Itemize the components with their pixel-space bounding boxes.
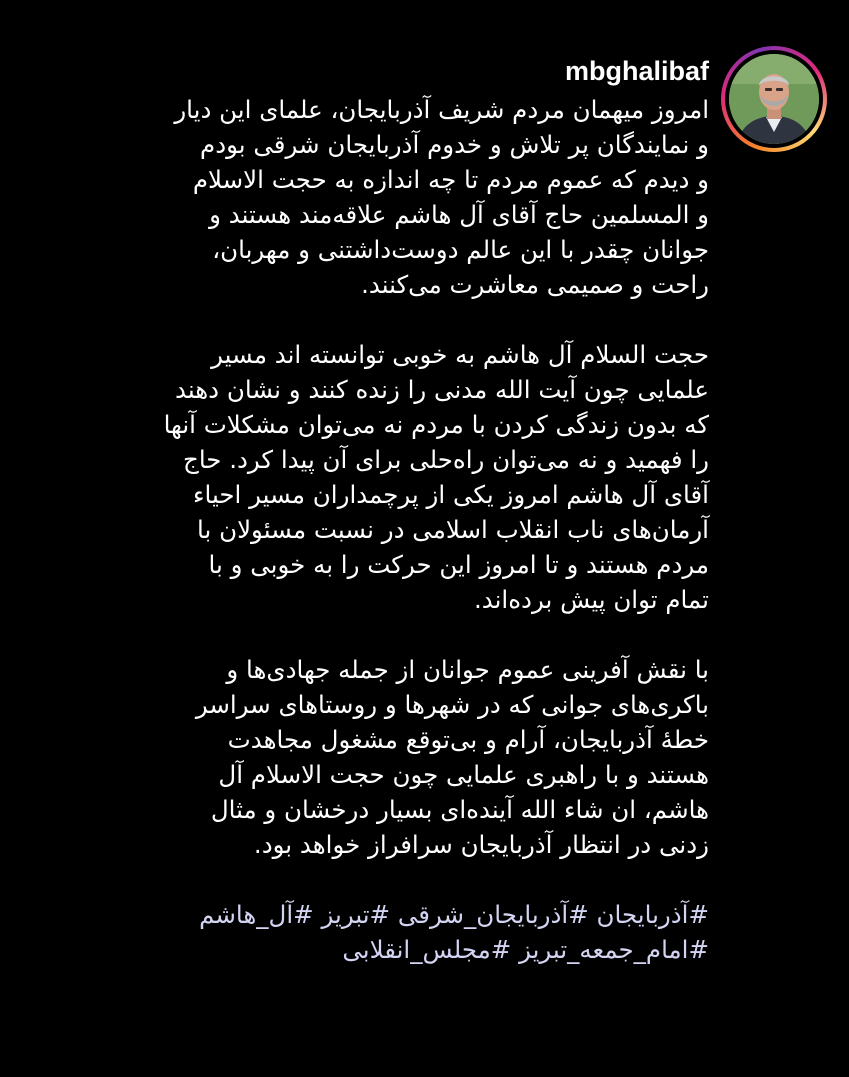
avatar[interactable]: [729, 54, 819, 144]
caption-line: آقای آل هاشم امروز یکی از پرچمداران مسیر احیاء: [193, 480, 709, 509]
caption-line: زدنی در انتظار آذربایجان سرافراز خواهد بود.: [253, 830, 709, 859]
caption-paragraph: [29, 652, 709, 862]
profile-photo-icon: [729, 54, 819, 144]
hashtag-block: [29, 897, 709, 967]
caption-line: باکری‌های جوانی که در شهرها و روستاهای سراسر: [195, 690, 709, 719]
caption-line: مردم هستند و تا امروز این حرکت را به خوبی و با: [208, 550, 709, 579]
caption-line: امروز میهمان مردم شریف آذربایجان، علمای این دیار: [174, 95, 709, 124]
caption-text: [29, 92, 709, 967]
hashtag-line[interactable]: #آذربایجان #آذربایجان_شرقی #تبریز #آل_هاشم: [199, 900, 709, 929]
caption-line: را فهمید و نه می‌توان راه‌حلی برای آن پیدا کرد. حاج: [183, 445, 709, 474]
caption-line: آرمان‌های ناب انقلاب اسلامی در نسبت مسئولان با: [197, 515, 709, 544]
caption-line: راحت و صمیمی معاشرت می‌کنند.: [361, 270, 709, 299]
caption-line: علمایی چون آیت الله مدنی را زنده کنند و نشان دهند: [174, 375, 709, 404]
avatar-frame: [725, 50, 823, 148]
caption-paragraph: [29, 92, 709, 302]
username[interactable]: mbghalibaf: [564, 56, 709, 86]
caption-line: هاشم، ان شاء الله آینده‌ای بسیار درخشان و مثال: [210, 795, 709, 824]
caption-line: که بدون زندگی کردن با مردم نه می‌توان مشکلات آنها: [163, 410, 709, 439]
caption-line: و دیدم که عموم مردم تا چه اندازه به حجت الاسلام: [192, 165, 709, 194]
caption-line: حجت السلام آل هاشم به خوبی توانسته اند مسیر: [211, 340, 709, 369]
caption-line: تمام توان پیش برده‌اند.: [473, 585, 709, 614]
story-ring[interactable]: [721, 46, 827, 152]
caption-line: جوانان چقدر با این عالم دوست‌داشتنی و مهربان،: [212, 235, 709, 264]
caption-line: و المسلمین حاج آقای آل هاشم علاقه‌مند هستند و: [209, 200, 709, 229]
caption-paragraph: [29, 337, 709, 617]
caption-line: و نمایندگان پر تلاش و خدوم آذربایجان شرقی بودم: [200, 130, 709, 159]
caption-line: خطهٔ آذربایجان، آرام و بی‌توقع مشغول مجاهدت: [227, 725, 709, 754]
caption-line: هستند و با راهبری علمایی چون حجت الاسلام آل: [218, 760, 709, 789]
hashtag-line[interactable]: #امام_جمعه_تبریز #مجلس_انقلابی: [342, 935, 709, 964]
caption-line: با نقش آفرینی عموم جوانان از جمله جهادی‌ها و: [226, 655, 709, 684]
